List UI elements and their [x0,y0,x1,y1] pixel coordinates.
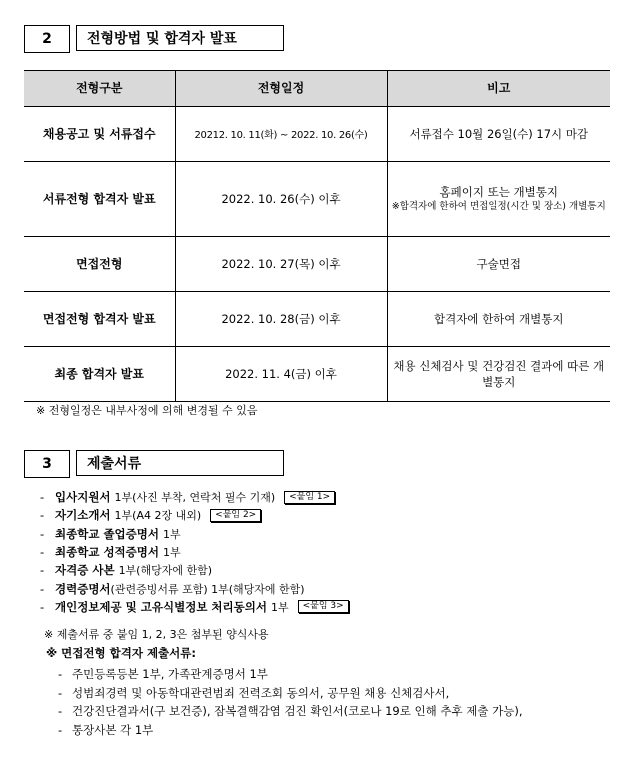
dash: - [40,545,45,560]
list-item [40,506,349,524]
dash: - [58,685,63,700]
document-detail: 1부 [162,546,181,560]
dash: - [58,722,63,737]
section-3-title: 제출서류 [76,450,284,476]
list-item [40,598,349,616]
list-item [58,721,523,740]
dash: - [40,581,45,596]
dash: - [40,490,45,505]
note-cell: 합격자에 한하여 개별통지 [387,292,610,347]
document-detail: 1부 [270,600,289,614]
list-item [40,561,349,579]
table-header-row [24,71,610,107]
table-row [24,237,610,292]
note-cell [387,162,610,237]
required-item: 통장사본 각 1부 [72,722,154,737]
list-item [40,543,349,561]
section-2-title: 전형방법 및 합격자 발표 [76,25,284,51]
document-detail: (관련증빙서류 포함) 1부(해당자에 한함) [110,582,305,596]
schedule-table [24,70,610,402]
list-item [40,579,349,597]
note-cell: 구술면접 [387,237,610,292]
header-schedule: 전형일정 [175,71,387,107]
stage-cell: 서류전형 합격자 발표 [24,162,175,237]
dash: - [58,704,63,719]
header-stage: 전형구분 [24,71,175,107]
list-item [58,702,523,721]
document-detail: 1부(사진 부착, 연락처 필수 기재) [114,491,276,505]
document-detail: 1부(해당자에 한함) [118,564,213,578]
attachment-badge: <붙임 3> [298,600,349,613]
document-list [40,488,349,616]
section-2-number: 2 [24,25,70,53]
table-row [24,292,610,347]
schedule-cell: 2022. 10. 27(목) 이후 [175,237,387,292]
table-row [24,162,610,237]
required-docs-list [58,665,523,739]
document-name: 자격증 사본 [55,563,115,578]
document-name: 최종학교 성적증명서 [55,545,159,560]
document-detail: 1부 [162,527,181,541]
required-item: 주민등록등본 1부, 가족관계증명서 1부 [72,667,268,682]
required-docs-title: ※ 면접전형 합격자 제출서류: [46,646,196,660]
section-2-header [24,25,284,53]
form-note: ※ 제출서류 중 붙임 1, 2, 3은 첨부된 양식사용 [44,628,269,641]
document-name: 최종학교 졸업증명서 [55,526,159,541]
list-item [40,525,349,543]
note-cell: 채용 신체검사 및 건강검진 결과에 따른 개별통지 [387,347,610,402]
dash: - [58,667,63,682]
document-name: 자기소개서 [55,508,111,523]
schedule-cell: 2022. 11. 4(금) 이후 [175,347,387,402]
section-3-number: 3 [24,450,70,478]
attachment-badge: <붙임 2> [210,509,261,522]
dash: - [40,526,45,541]
dash: - [40,599,45,614]
stage-cell: 채용공고 및 서류접수 [24,107,175,162]
list-item [40,488,349,506]
table-row [24,107,610,162]
schedule-cell: 2022. 10. 28(금) 이후 [175,292,387,347]
note-cell: 서류접수 10월 26일(수) 17시 마감 [387,107,610,162]
section-3-header [24,450,284,478]
stage-cell: 면접전형 [24,237,175,292]
document-detail: 1부(A4 2장 내외) [114,509,202,523]
required-item: 건강진단결과서(구 보건증), 잠복결핵감염 검진 확인서(코로나 19로 인해 추후 제출 가능), [72,704,523,719]
stage-cell: 면접전형 합격자 발표 [24,292,175,347]
schedule-footnote: ※ 전형일정은 내부사정에 의해 변경될 수 있음 [36,404,258,417]
required-item: 성범죄경력 및 아동학대관련범죄 전력조회 동의서, 공무원 채용 신체검사서, [72,685,450,700]
note-main: 홈페이지 또는 개별통지 [439,185,558,200]
stage-cell: 최종 합격자 발표 [24,347,175,402]
header-note: 비고 [387,71,610,107]
schedule-cell: 20212. 10. 11(화) ~ 2022. 10. 26(수) [194,129,368,141]
document-name: 개인정보제공 및 고유식별정보 처리동의서 [55,599,267,614]
note-sub: ※합격자에 한하여 면접일정(시간 및 장소) 개별통지 [391,201,606,213]
document-name: 경력증명서 [55,581,111,596]
dash: - [40,563,45,578]
dash: - [40,508,45,523]
table-row [24,347,610,402]
document-name: 입사지원서 [55,490,111,505]
list-item [58,684,523,703]
attachment-badge: <붙임 1> [284,491,335,504]
list-item [58,665,523,684]
schedule-cell: 2022. 10. 26(수) 이후 [175,162,387,237]
